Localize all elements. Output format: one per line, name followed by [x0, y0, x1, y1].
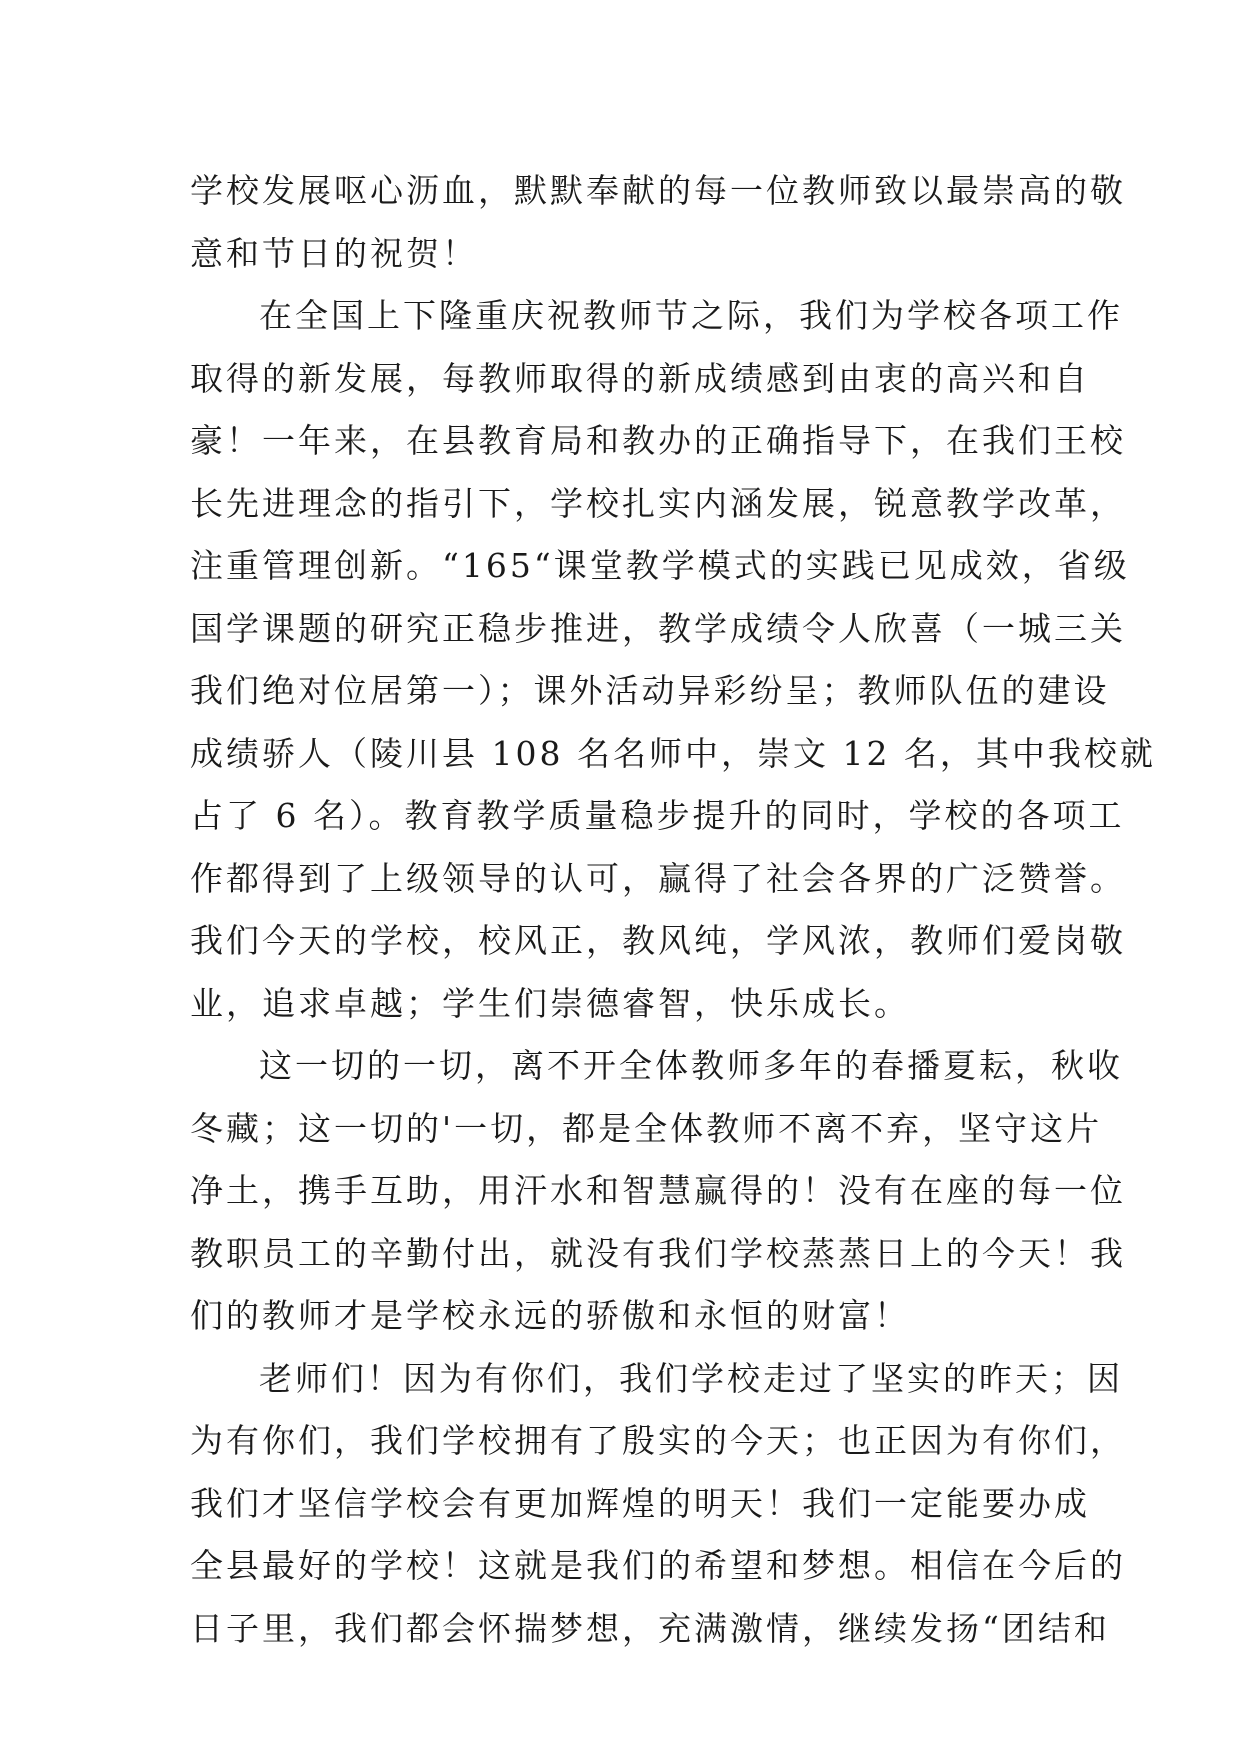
text-line: 业，追求卓越；学生们崇德睿智，快乐成长。 — [190, 983, 910, 1023]
text-line: 冬藏；这一切的'一切，都是全体教师不离不弃，坚守这片 — [190, 1108, 1103, 1148]
text-line: 日子里，我们都会怀揣梦想，充满激情，继续发扬“团结和 — [190, 1608, 1110, 1648]
text-line: 成绩骄人（陵川县 108 名名师中，崇文 12 名，其中我校就 — [190, 733, 1156, 773]
body-text — [190, 160, 1156, 1660]
paragraph-start-line: 在全国上下隆重庆祝教师节之际，我们为学校各项工作 — [259, 296, 1123, 335]
text-line: 为有你们，我们学校拥有了殷实的今天；也正因为有你们， — [190, 1421, 1126, 1460]
text-line: 我们才坚信学校会有更加辉煌的明天！我们一定能要办成 — [190, 1483, 1090, 1523]
text-line: 长先进理念的指引下，学校扎实内涵发展，锐意教学改革， — [190, 483, 1126, 523]
text-line: 全县最好的学校！这就是我们的希望和梦想。相信在今后的 — [190, 1546, 1126, 1585]
paragraph-start-line: 这一切的一切，离不开全体教师多年的春播夏耘，秋收 — [259, 1046, 1123, 1085]
text-line: 我们今天的学校，校风正，教风纯，学风浓，教师们爱岗敬 — [190, 921, 1126, 960]
text-line: 们的教师才是学校永远的骄傲和永恒的财富！ — [190, 1296, 910, 1335]
text-line: 豪！一年来，在县教育局和教办的正确指导下，在我们王校 — [190, 421, 1126, 460]
text-line: 国学课题的研究正稳步推进，教学成绩令人欣喜（一城三关 — [190, 608, 1126, 648]
text-line: 注重管理创新。“165“课堂教学模式的实践已见成效，省级 — [190, 546, 1130, 585]
text-line: 意和节日的祝贺！ — [190, 233, 478, 273]
text-line: 我们绝对位居第一）；课外活动异彩纷呈；教师队伍的建设 — [190, 671, 1110, 710]
text-line: 占了 6 名）。教育教学质量稳步提升的同时，学校的各项工 — [190, 796, 1125, 835]
paragraph-start-line: 老师们！因为有你们，我们学校走过了坚实的昨天；因 — [259, 1358, 1123, 1398]
text-line: 净土，携手互助，用汗水和智慧赢得的！没有在座的每一位 — [190, 1171, 1126, 1210]
text-line: 教职员工的辛勤付出，就没有我们学校蒸蒸日上的今天！我 — [190, 1233, 1126, 1273]
text-line: 取得的新发展，每教师取得的新成绩感到由衷的高兴和自 — [190, 358, 1090, 398]
text-line: 作都得到了上级领导的认可，赢得了社会各界的广泛赞誉。 — [190, 858, 1126, 898]
text-line: 学校发展呕心沥血，默默奉献的每一位教师致以最崇高的敬 — [190, 171, 1126, 210]
